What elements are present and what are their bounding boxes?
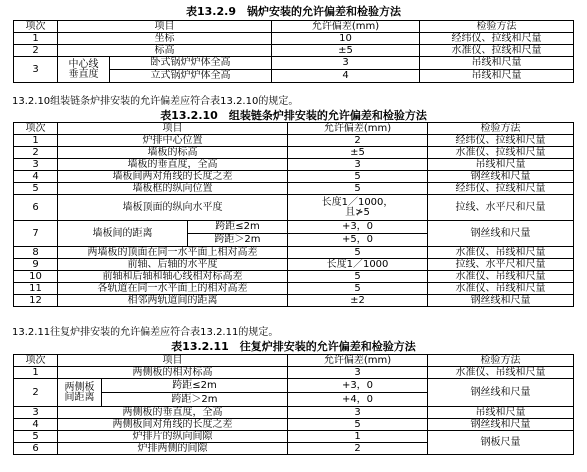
header-tolerance: 允许偏差(mm): [288, 355, 428, 367]
row-item: 两侧板的相对标高: [58, 367, 288, 379]
row-no: 2: [14, 45, 58, 57]
row-no: 6: [14, 443, 58, 455]
row-tolerance: 3: [288, 407, 428, 419]
row-tolerance: +5，0: [288, 234, 428, 247]
header-method: 检验方法: [428, 123, 574, 135]
row-no: 8: [14, 247, 58, 259]
row-tolerance: 1: [288, 431, 428, 443]
table-row: [14, 419, 574, 431]
table-row: [14, 259, 574, 271]
row-tolerance: ±5: [272, 45, 420, 57]
row-method: 经纬仪、拉线和尺量: [420, 33, 574, 45]
table-row: [14, 407, 574, 419]
header-tolerance: 允许偏差(mm): [288, 123, 428, 135]
row-no: 1: [14, 33, 58, 45]
row-subitem: 跨距＞2m: [102, 393, 288, 407]
row-item: 墙板框的纵向位置: [58, 183, 288, 195]
row-no: 3: [14, 57, 58, 83]
table-row: [14, 379, 574, 393]
table-row: [14, 147, 574, 159]
row-method: 经纬仪、拉线和尺量: [428, 183, 574, 195]
header-method: 检验方法: [420, 21, 574, 33]
row-item: 标高: [58, 45, 272, 57]
row-item: 前轴和后轴和轴心线相对标高差: [58, 271, 288, 283]
row-method: 拉线、水平尺和尺量: [428, 259, 574, 271]
row-method: 钢丝线和尺量: [428, 295, 574, 307]
row-tolerance: [288, 195, 428, 221]
header-method: 检验方法: [428, 355, 574, 367]
row-item: 卧式锅炉炉体全高: [110, 57, 272, 70]
chain-grate-table: [13, 122, 574, 307]
boiler-installation-table: [13, 20, 574, 83]
table-row: [14, 367, 574, 379]
row-no: 9: [14, 259, 58, 271]
row-group-label: 两侧板 间距离: [58, 379, 102, 407]
row-item: 墙板顶面的纵向水平度: [58, 195, 288, 221]
row-no: 5: [14, 431, 58, 443]
row-item: 墙板间两对角线的长度之差: [58, 171, 288, 183]
row-tolerance: 5: [288, 183, 428, 195]
row-tolerance: 2: [288, 443, 428, 455]
table2-title: 表13.2.10 组装链条炉排安装的允许偏差和检验方法: [160, 109, 427, 122]
note-13-2-11: 13.2.11往复炉排安装的允许偏差应符合表13.2.11的规定。: [12, 327, 279, 338]
table-row: [14, 221, 574, 234]
table-row: [14, 45, 574, 57]
row-item: 两墙板的顶面在同一水平面上相对高差: [58, 247, 288, 259]
table-row: [14, 271, 574, 283]
row-no: 2: [14, 147, 58, 159]
row-tolerance: 5: [288, 283, 428, 295]
row-no: 10: [14, 271, 58, 283]
row-tolerance: 4: [272, 70, 420, 83]
header-item: 项目: [58, 123, 288, 135]
row-method: 水准仪、拉线和尺量: [420, 45, 574, 57]
row-item: 墙板间的距离: [58, 221, 188, 247]
row-method: 钢丝线和尺量: [428, 171, 574, 183]
row-method: 水准仪、吊线和尺量: [428, 247, 574, 259]
header-item: 项目: [58, 21, 272, 33]
row-method: 水准仪、吊线和尺量: [428, 271, 574, 283]
row-method: 拉线、水平尺和尺量: [428, 195, 574, 221]
row-item: 两侧板间对角线的长度之差: [58, 419, 288, 431]
reciprocating-grate-table: [13, 354, 574, 455]
row-item: 墙板的垂直度，全高: [58, 159, 288, 171]
table-row: [14, 295, 574, 307]
row-method: 吊线和尺量: [428, 407, 574, 419]
table-row: [14, 195, 574, 221]
row-item: 炉排中心位置: [58, 135, 288, 147]
row-tolerance: ±2: [288, 295, 428, 307]
row-no: 2: [14, 379, 58, 407]
row-tolerance: 3: [272, 57, 420, 70]
row-item: 墙板的标高: [58, 147, 288, 159]
row-method: 水准仪、吊线和尺量: [428, 283, 574, 295]
row-item: 前轴、后轴的水平度: [58, 259, 288, 271]
row-item: 立式锅炉炉体全高: [110, 70, 272, 83]
row-method: 吊线和尺量: [420, 57, 574, 70]
tolerance-line-1: 长度1／1000，: [321, 196, 394, 208]
row-subitem: 跨距≤2m: [102, 379, 288, 393]
header-tolerance: 允许偏差(mm): [272, 21, 420, 33]
row-tolerance: 5: [288, 419, 428, 431]
header-no: 项次: [14, 21, 58, 33]
row-method: 钢丝线和尺量: [428, 221, 574, 247]
table3-title: 表13.2.11 往复炉排安装的允许偏差和检验方法: [171, 340, 416, 353]
row-item: 各轨道在同一水平面上的相对高差: [58, 283, 288, 295]
row-tolerance: ±5: [288, 147, 428, 159]
row-tolerance: +3，0: [288, 221, 428, 234]
row-no: 4: [14, 419, 58, 431]
row-item: 坐标: [58, 33, 272, 45]
row-tolerance: 5: [288, 271, 428, 283]
header-item: 项目: [58, 355, 288, 367]
row-method: 水准仪、吊线和尺量: [428, 367, 574, 379]
table1-title: 表13.2.9 锅炉安装的允许偏差和检验方法: [186, 5, 401, 18]
header-no: 项次: [14, 355, 58, 367]
row-method: 钢板尺量: [428, 431, 574, 455]
row-tolerance: +4，0: [288, 393, 428, 407]
row-tolerance: +3，0: [288, 379, 428, 393]
row-tolerance: 3: [288, 159, 428, 171]
note-13-2-10: 13.2.10组装链条炉排安装的允许偏差应符合表13.2.10的规定。: [12, 96, 299, 107]
row-group-label: 中心线 垂直度: [58, 57, 110, 83]
row-tolerance: 5: [288, 171, 428, 183]
row-no: 1: [14, 135, 58, 147]
row-tolerance: 10: [272, 33, 420, 45]
row-no: 3: [14, 407, 58, 419]
row-method: 水准仪、拉线和尺量: [428, 147, 574, 159]
row-no: 5: [14, 183, 58, 195]
row-item: 炉排片的纵向间隙: [58, 431, 288, 443]
row-item: 两侧板的垂直度，全高: [58, 407, 288, 419]
row-tolerance: 长度1／1000: [288, 259, 428, 271]
row-method: 吊线和尺量: [420, 70, 574, 83]
row-method: 钢丝线和尺量: [428, 419, 574, 431]
row-no: 4: [14, 171, 58, 183]
table-row: [14, 247, 574, 259]
row-subitem: 跨距≤2m: [188, 221, 288, 234]
row-subitem: 跨距＞2m: [188, 234, 288, 247]
row-no: 3: [14, 159, 58, 171]
table-row: [14, 33, 574, 45]
table-row: [14, 171, 574, 183]
row-method: 吊线和尺量: [428, 159, 574, 171]
row-method: 钢丝线和尺量: [428, 379, 574, 407]
row-no: 11: [14, 283, 58, 295]
row-no: 6: [14, 195, 58, 221]
row-no: 7: [14, 221, 58, 247]
table-row: [14, 283, 574, 295]
table-row: [14, 183, 574, 195]
table-row: [14, 159, 574, 171]
tolerance-line-2: 且≯5: [345, 206, 370, 218]
row-no: 1: [14, 367, 58, 379]
header-no: 项次: [14, 123, 58, 135]
row-tolerance: 2: [288, 135, 428, 147]
row-method: 经纬仪、拉线和尺量: [428, 135, 574, 147]
table-row: [14, 57, 574, 70]
table-row: [14, 431, 574, 443]
row-tolerance: 3: [288, 367, 428, 379]
row-tolerance: 5: [288, 247, 428, 259]
row-item: 炉排两侧的间隙: [58, 443, 288, 455]
row-item: 相邻两轨道间的距离: [58, 295, 288, 307]
row-no: 12: [14, 295, 58, 307]
table-row: [14, 135, 574, 147]
